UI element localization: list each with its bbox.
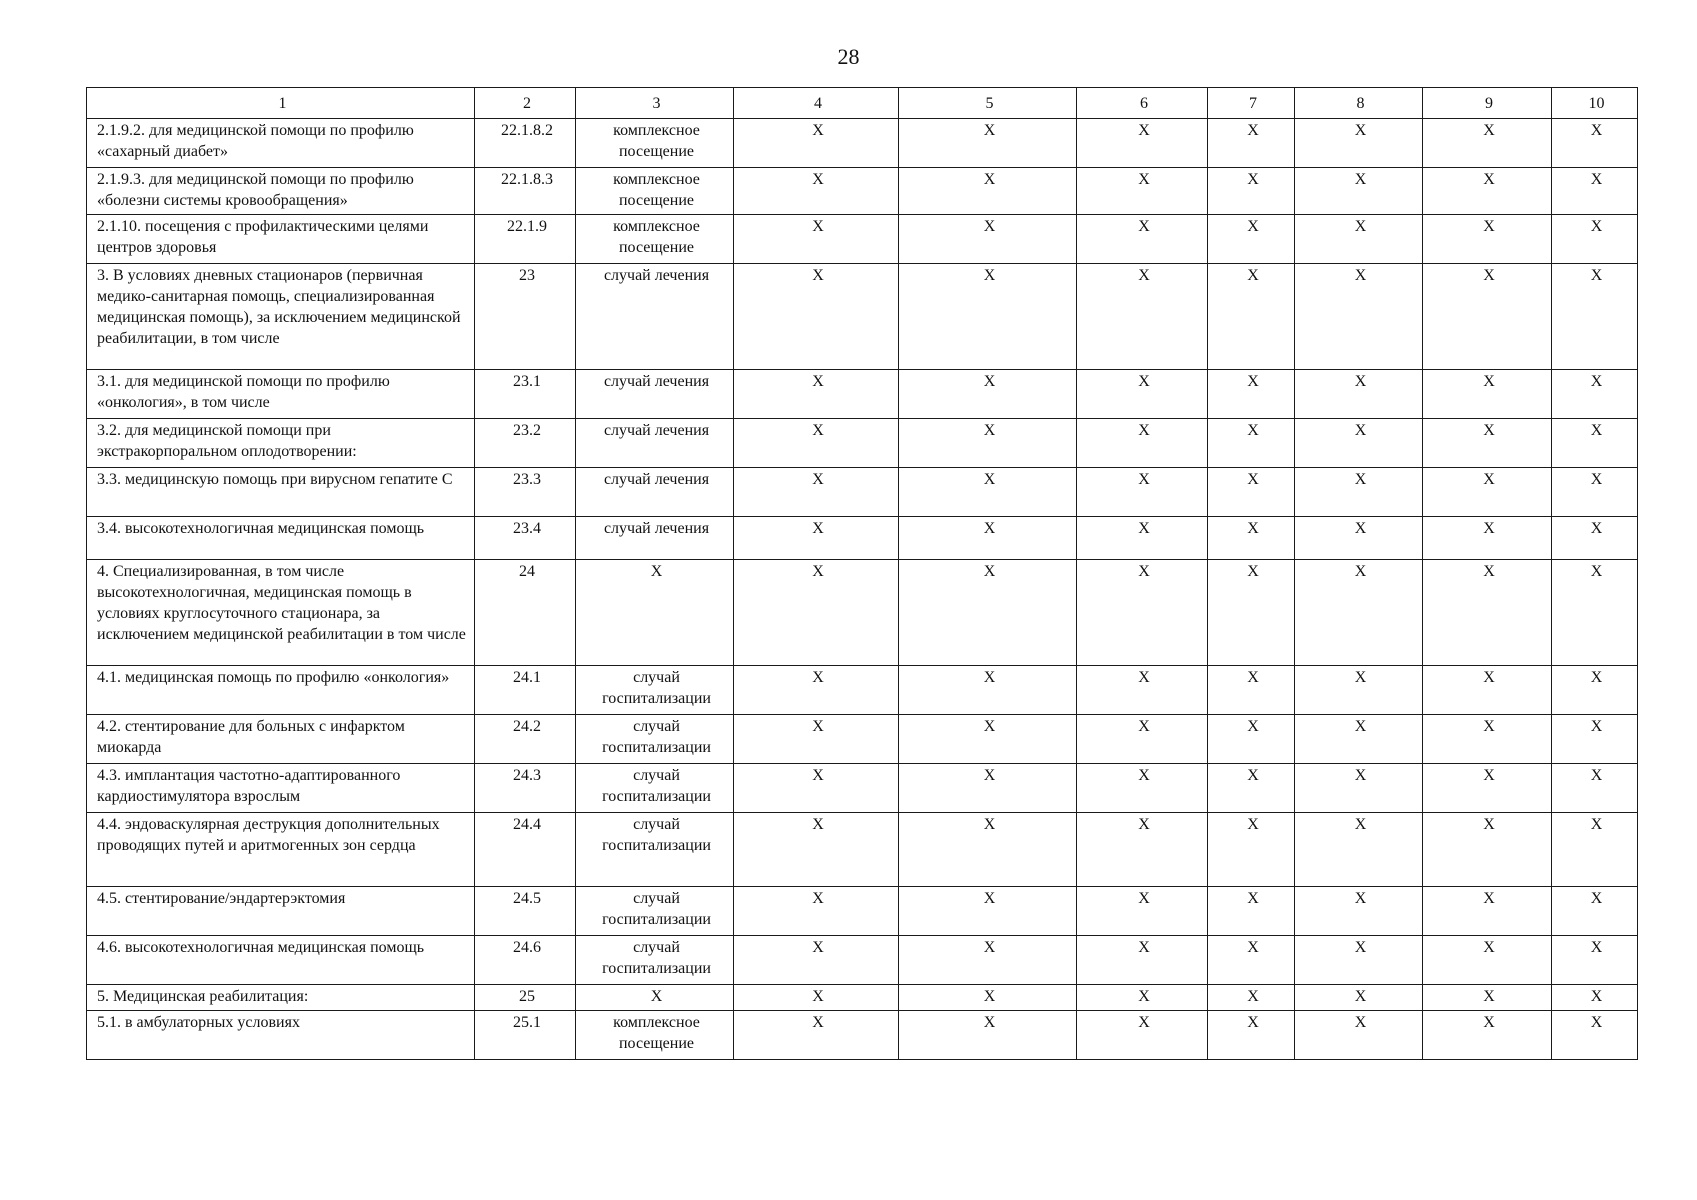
row-value-cell-col7: Х (1208, 1011, 1295, 1060)
table-body (87, 119, 1638, 1060)
row-code-cell: 24.4 (475, 813, 576, 887)
column-header-1: 1 (87, 88, 475, 119)
table-row (87, 517, 1638, 560)
row-name-cell: 5.1. в амбулаторных условиях (87, 1011, 475, 1060)
row-value-cell-col4: Х (734, 936, 899, 985)
row-value-cell-col6: Х (1077, 1011, 1208, 1060)
row-value-cell-col10: Х (1552, 666, 1638, 715)
row-code-cell: 24.6 (475, 936, 576, 985)
row-name-cell: 3. В условиях дневных стационаров (первичная медико-санитарная помощь, специализированная медицинская помощь), за исключением медицинской реабилитации, в том числе (87, 264, 475, 370)
row-value-cell-col8: Х (1295, 985, 1423, 1011)
row-unit-cell: случай лечения (576, 419, 734, 468)
row-value-cell-col4: Х (734, 119, 899, 168)
row-code-cell: 24.1 (475, 666, 576, 715)
row-value-cell-col10: Х (1552, 468, 1638, 517)
row-unit-cell: случай госпитализации (576, 936, 734, 985)
row-code-cell: 23.1 (475, 370, 576, 419)
row-code-cell: 23.2 (475, 419, 576, 468)
row-value-cell-col5: Х (899, 119, 1077, 168)
row-value-cell-col10: Х (1552, 560, 1638, 666)
row-value-cell-col9: Х (1423, 764, 1552, 813)
row-value-cell-col4: Х (734, 715, 899, 764)
row-value-cell-col9: Х (1423, 468, 1552, 517)
row-value-cell-col4: Х (734, 168, 899, 215)
row-value-cell-col6: Х (1077, 119, 1208, 168)
column-header-2: 2 (475, 88, 576, 119)
row-value-cell-col8: Х (1295, 666, 1423, 715)
row-value-cell-col5: Х (899, 985, 1077, 1011)
table-row (87, 887, 1638, 936)
row-value-cell-col8: Х (1295, 517, 1423, 560)
row-unit-cell: случай госпитализации (576, 666, 734, 715)
row-value-cell-col10: Х (1552, 370, 1638, 419)
row-value-cell-col7: Х (1208, 560, 1295, 666)
row-value-cell-col5: Х (899, 666, 1077, 715)
column-header-6: 6 (1077, 88, 1208, 119)
row-value-cell-col6: Х (1077, 419, 1208, 468)
row-value-cell-col7: Х (1208, 985, 1295, 1011)
row-value-cell-col10: Х (1552, 119, 1638, 168)
row-code-cell: 25.1 (475, 1011, 576, 1060)
row-value-cell-col4: Х (734, 560, 899, 666)
row-value-cell-col8: Х (1295, 264, 1423, 370)
row-value-cell-col4: Х (734, 264, 899, 370)
row-value-cell-col6: Х (1077, 370, 1208, 419)
row-unit-cell: случай госпитализации (576, 813, 734, 887)
row-unit-cell: случай лечения (576, 264, 734, 370)
table-row (87, 468, 1638, 517)
table-row (87, 936, 1638, 985)
row-value-cell-col8: Х (1295, 715, 1423, 764)
row-code-cell: 22.1.9 (475, 215, 576, 264)
table-row (87, 560, 1638, 666)
row-value-cell-col7: Х (1208, 215, 1295, 264)
row-value-cell-col8: Х (1295, 560, 1423, 666)
row-value-cell-col4: Х (734, 215, 899, 264)
table-row (87, 168, 1638, 215)
row-code-cell: 24 (475, 560, 576, 666)
row-value-cell-col4: Х (734, 887, 899, 936)
row-value-cell-col9: Х (1423, 715, 1552, 764)
row-value-cell-col5: Х (899, 560, 1077, 666)
row-unit-cell: случай госпитализации (576, 887, 734, 936)
header-row (87, 88, 1638, 119)
row-code-cell: 24.3 (475, 764, 576, 813)
row-name-cell: 3.2. для медицинской помощи при экстракорпоральном оплодотворении: (87, 419, 475, 468)
row-code-cell: 22.1.8.2 (475, 119, 576, 168)
row-name-cell: 4.4. эндоваскулярная деструкция дополнительных проводящих путей и аритмогенных зон сердца (87, 813, 475, 887)
row-value-cell-col8: Х (1295, 168, 1423, 215)
row-value-cell-col10: Х (1552, 887, 1638, 936)
row-value-cell-col4: Х (734, 666, 899, 715)
row-unit-cell: случай госпитализации (576, 715, 734, 764)
row-value-cell-col6: Х (1077, 936, 1208, 985)
row-value-cell-col6: Х (1077, 985, 1208, 1011)
row-code-cell: 22.1.8.3 (475, 168, 576, 215)
row-value-cell-col5: Х (899, 215, 1077, 264)
row-unit-cell: случай госпитализации (576, 764, 734, 813)
row-name-cell: 3.3. медицинскую помощь при вирусном гепатите С (87, 468, 475, 517)
row-value-cell-col8: Х (1295, 468, 1423, 517)
row-value-cell-col9: Х (1423, 119, 1552, 168)
column-header-8: 8 (1295, 88, 1423, 119)
row-unit-cell: случай лечения (576, 370, 734, 419)
row-value-cell-col6: Х (1077, 468, 1208, 517)
row-value-cell-col7: Х (1208, 168, 1295, 215)
row-value-cell-col7: Х (1208, 887, 1295, 936)
column-header-3: 3 (576, 88, 734, 119)
row-value-cell-col6: Х (1077, 264, 1208, 370)
row-value-cell-col5: Х (899, 887, 1077, 936)
column-header-7: 7 (1208, 88, 1295, 119)
row-value-cell-col5: Х (899, 1011, 1077, 1060)
row-value-cell-col10: Х (1552, 936, 1638, 985)
table-row (87, 215, 1638, 264)
row-name-cell: 2.1.9.2. для медицинской помощи по профилю «сахарный диабет» (87, 119, 475, 168)
row-value-cell-col9: Х (1423, 666, 1552, 715)
row-name-cell: 5. Медицинская реабилитация: (87, 985, 475, 1011)
row-value-cell-col7: Х (1208, 813, 1295, 887)
row-value-cell-col9: Х (1423, 419, 1552, 468)
table-row (87, 985, 1638, 1011)
row-value-cell-col10: Х (1552, 1011, 1638, 1060)
row-value-cell-col8: Х (1295, 419, 1423, 468)
row-value-cell-col10: Х (1552, 264, 1638, 370)
row-name-cell: 4.2. стентирование для больных с инфарктом миокарда (87, 715, 475, 764)
row-unit-cell: Х (576, 560, 734, 666)
row-value-cell-col5: Х (899, 419, 1077, 468)
table-row (87, 419, 1638, 468)
row-value-cell-col7: Х (1208, 370, 1295, 419)
row-value-cell-col10: Х (1552, 168, 1638, 215)
row-name-cell: 4.5. стентирование/эндартерэктомия (87, 887, 475, 936)
row-value-cell-col6: Х (1077, 764, 1208, 813)
row-code-cell: 23.3 (475, 468, 576, 517)
row-value-cell-col8: Х (1295, 813, 1423, 887)
row-value-cell-col5: Х (899, 468, 1077, 517)
row-value-cell-col10: Х (1552, 764, 1638, 813)
row-value-cell-col10: Х (1552, 419, 1638, 468)
row-value-cell-col9: Х (1423, 1011, 1552, 1060)
row-value-cell-col6: Х (1077, 887, 1208, 936)
row-name-cell: 4. Специализированная, в том числе высокотехнологичная, медицинская помощь в условиях круглосуточного стационара, за исключением медицинской реабилитации в том числе (87, 560, 475, 666)
row-value-cell-col5: Х (899, 813, 1077, 887)
row-value-cell-col4: Х (734, 370, 899, 419)
row-code-cell: 23.4 (475, 517, 576, 560)
row-value-cell-col7: Х (1208, 419, 1295, 468)
row-value-cell-col5: Х (899, 936, 1077, 985)
row-value-cell-col5: Х (899, 715, 1077, 764)
row-value-cell-col8: Х (1295, 119, 1423, 168)
row-value-cell-col6: Х (1077, 215, 1208, 264)
row-unit-cell: Х (576, 985, 734, 1011)
row-value-cell-col9: Х (1423, 168, 1552, 215)
row-value-cell-col8: Х (1295, 370, 1423, 419)
document-table (86, 87, 1638, 1060)
table-row (87, 764, 1638, 813)
row-value-cell-col8: Х (1295, 215, 1423, 264)
table-row (87, 1011, 1638, 1060)
column-header-10: 10 (1552, 88, 1638, 119)
row-unit-cell: комплексное посещение (576, 1011, 734, 1060)
row-value-cell-col9: Х (1423, 936, 1552, 985)
row-unit-cell: комплексное посещение (576, 119, 734, 168)
row-value-cell-col6: Х (1077, 517, 1208, 560)
column-header-9: 9 (1423, 88, 1552, 119)
row-value-cell-col7: Х (1208, 468, 1295, 517)
row-value-cell-col7: Х (1208, 715, 1295, 764)
table-row (87, 715, 1638, 764)
row-value-cell-col9: Х (1423, 985, 1552, 1011)
row-value-cell-col9: Х (1423, 560, 1552, 666)
row-value-cell-col7: Х (1208, 264, 1295, 370)
row-value-cell-col10: Х (1552, 715, 1638, 764)
row-value-cell-col7: Х (1208, 119, 1295, 168)
row-code-cell: 24.5 (475, 887, 576, 936)
row-value-cell-col9: Х (1423, 517, 1552, 560)
row-value-cell-col8: Х (1295, 764, 1423, 813)
row-name-cell: 2.1.10. посещения с профилактическими целями центров здоровья (87, 215, 475, 264)
row-value-cell-col8: Х (1295, 887, 1423, 936)
row-name-cell: 4.1. медицинская помощь по профилю «онкология» (87, 666, 475, 715)
row-value-cell-col7: Х (1208, 517, 1295, 560)
table-row (87, 666, 1638, 715)
row-unit-cell: случай лечения (576, 468, 734, 517)
row-value-cell-col6: Х (1077, 560, 1208, 666)
row-value-cell-col4: Х (734, 1011, 899, 1060)
row-value-cell-col5: Х (899, 764, 1077, 813)
row-name-cell: 4.6. высокотехнологичная медицинская помощь (87, 936, 475, 985)
row-value-cell-col10: Х (1552, 985, 1638, 1011)
row-value-cell-col4: Х (734, 813, 899, 887)
page-number: 28 (837, 44, 860, 69)
row-value-cell-col7: Х (1208, 666, 1295, 715)
row-unit-cell: случай лечения (576, 517, 734, 560)
row-value-cell-col6: Х (1077, 813, 1208, 887)
row-value-cell-col9: Х (1423, 264, 1552, 370)
row-value-cell-col10: Х (1552, 517, 1638, 560)
table-row (87, 813, 1638, 887)
row-value-cell-col10: Х (1552, 215, 1638, 264)
row-value-cell-col4: Х (734, 985, 899, 1011)
row-value-cell-col4: Х (734, 419, 899, 468)
row-value-cell-col9: Х (1423, 813, 1552, 887)
table-row (87, 264, 1638, 370)
row-value-cell-col5: Х (899, 370, 1077, 419)
column-header-5: 5 (899, 88, 1077, 119)
row-value-cell-col7: Х (1208, 936, 1295, 985)
row-name-cell: 3.4. высокотехнологичная медицинская помощь (87, 517, 475, 560)
row-value-cell-col7: Х (1208, 764, 1295, 813)
row-value-cell-col5: Х (899, 517, 1077, 560)
row-value-cell-col4: Х (734, 517, 899, 560)
table-row (87, 119, 1638, 168)
table-row (87, 370, 1638, 419)
row-value-cell-col6: Х (1077, 168, 1208, 215)
row-unit-cell: комплексное посещение (576, 215, 734, 264)
row-value-cell-col6: Х (1077, 715, 1208, 764)
row-value-cell-col4: Х (734, 468, 899, 517)
row-value-cell-col5: Х (899, 168, 1077, 215)
row-value-cell-col10: Х (1552, 813, 1638, 887)
column-header-4: 4 (734, 88, 899, 119)
row-value-cell-col9: Х (1423, 215, 1552, 264)
row-code-cell: 25 (475, 985, 576, 1011)
row-unit-cell: комплексное посещение (576, 168, 734, 215)
row-code-cell: 23 (475, 264, 576, 370)
row-code-cell: 24.2 (475, 715, 576, 764)
row-value-cell-col5: Х (899, 264, 1077, 370)
row-name-cell: 2.1.9.3. для медицинской помощи по профилю «болезни системы кровообращения» (87, 168, 475, 215)
row-value-cell-col4: Х (734, 764, 899, 813)
row-value-cell-col8: Х (1295, 1011, 1423, 1060)
row-value-cell-col9: Х (1423, 370, 1552, 419)
row-value-cell-col8: Х (1295, 936, 1423, 985)
row-value-cell-col9: Х (1423, 887, 1552, 936)
row-name-cell: 4.3. имплантация частотно-адаптированного кардиостимулятора взрослым (87, 764, 475, 813)
row-value-cell-col6: Х (1077, 666, 1208, 715)
row-name-cell: 3.1. для медицинской помощи по профилю «онкология», в том числе (87, 370, 475, 419)
